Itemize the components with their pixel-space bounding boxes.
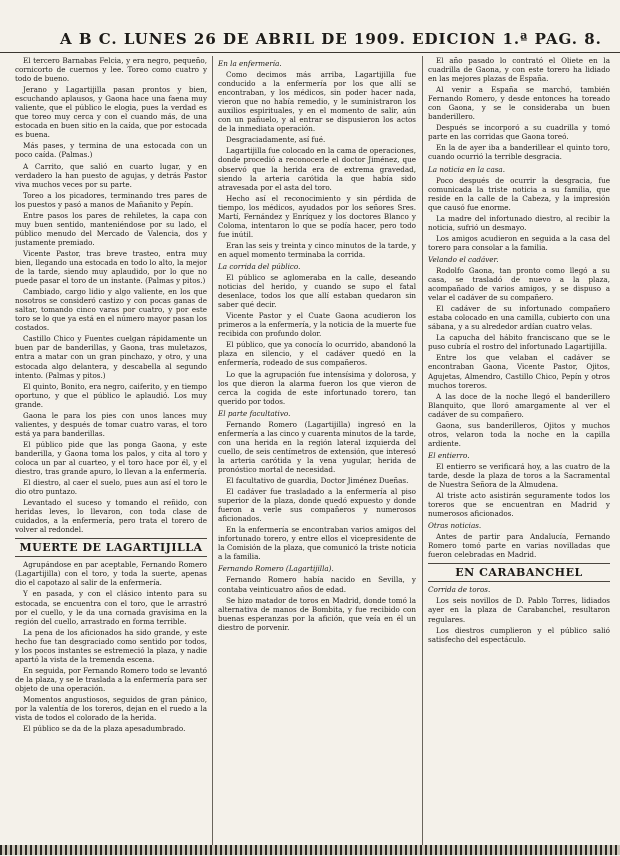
paragraph: El cadáver fue trasladado a la enfermería al piso superior de la plaza, donde quedó expuesto y donde fueron a verle sus compañeros y numerosos aficionados.: [218, 487, 416, 524]
footer-band: [0, 845, 620, 855]
paragraph: A las doce de la noche llegó el banderillero Blanquito, que lloró amargamente al ver el cadáver de su compañero.: [428, 391, 610, 419]
paragraph: Los diestros cumplieron y el público salió satisfecho del espectáculo.: [428, 625, 610, 644]
section-subheading: El parte facultativo.: [218, 408, 291, 418]
section-heading: MUERTE DE LAGARTIJILLA: [15, 538, 207, 557]
paragraph: El público se aglomeraba en la calle, deseando noticias del herido, y cuando se supo el fatal desenlace, todos los que allí estaban quedaron sin saber qué decir.: [218, 273, 416, 310]
paragraph: Toreo a los picadores, terminando tres pares de los puestos y pasó a manos de Mañanito y Pepín.: [15, 190, 207, 209]
section-subheading: La corrida del público.: [218, 261, 301, 271]
paragraph: La pena de los aficionados ha sido grande, y este hecho fue tan desgraciado como sentido por todos, y los pocos instantes se estremeció la plaza, y nadie apartó la vista de la tremenda escena.: [15, 627, 207, 664]
masthead-line: A B C. LUNES 26 DE ABRIL DE 1909. EDICION 1.ª PAG. 8.: [60, 30, 602, 48]
paragraph: Gaona, sus banderilleros, Ojitos y muchos otros, velaron toda la noche en la capilla ardiente.: [428, 420, 610, 448]
paragraph: Después se incorporó a su cuadrilla y tomó parte en las corridas que Gaona toreó.: [428, 123, 610, 142]
paragraph: Agrupándose en par aceptable, Fernando Romero (Lagartijilla) con el toro, y toda la suerte, apenas dio el capotazo al salir de la enfermería.: [15, 560, 207, 588]
paragraph: Como decimos más arriba, Lagartijilla fue conducido a la enfermería por los que allí se encontraban, y los médicos, sin poder hacer nada, vieron que no había remedio, y le suministraron los auxilios espirituales, y en el momento de salir, aún con un pañuelo, y al entrar se dispusieron los actos de la inmediata operación.: [218, 70, 416, 134]
section-subheading: Corrida de toros.: [428, 585, 491, 595]
paragraph: El cadáver de su infortunado compañero estaba colocado en una camilla, cubierto con una sábana, y a su alrededor ardían cuatro velas.: [428, 304, 610, 332]
paragraph: Antes de partir para Andalucía, Fernando Romero tomó parte en varias novilladas que fueron celebradas en Madrid.: [428, 532, 610, 560]
paragraph: Jerano y Lagartijilla pasan prontos y bien, escuchando aplausos, y Gaona hace una faena muy valiente, que el público le elogia, pues la verdad es que toreo muy cerca y con el cuando más, de una estocada en buen sitio en la caída, que por estocada es buena.: [15, 85, 207, 140]
paragraph: Momentos angustiosos, seguidos de gran pánico, por la valentía de los toreros, dejan en el ruedo a la vista de todos el colorado de la herida.: [15, 695, 207, 723]
section-subheading: Fernando Romero (Lagartijilla).: [218, 564, 334, 574]
paragraph: Desgraciadamente, así fué.: [226, 135, 326, 145]
column-rule: [212, 56, 213, 851]
section-subheading: Velando el cadáver.: [428, 254, 499, 264]
paragraph: Hecho así el reconocimiento y sin pérdida de tiempo, los médicos, ayudados por los señores Sres. Martí, Fernández y Enríquez y los doctores Blanco y Coloma, intentaron lo que se podía hacer, pero todo fue inútil.: [218, 193, 416, 239]
paragraph: Castillo Chico y Fuentes cuelgan rápidamente un buen par de banderillas, y Gaona, tras muletazos, entra a matar con un gran pinchazo, y otro, y una estocada algo delantera, y descabella al segundo intento. (Palmas y pitos.): [15, 334, 207, 380]
paragraph: Los amigos acudieron en seguida a la casa del torero para consolar a la familia.: [428, 233, 610, 252]
paragraph: Lagartijilla fue colocado en la cama de operaciones, donde procedió a reconocerle el doctor Jiménez, que observó que la herida era de extrema gravedad, siendo la arteria carótida la que había sido atravesada por el asta del toro.: [218, 146, 416, 192]
paragraph: Más pases, y termina de una estocada con un poco caída. (Palmas.): [15, 141, 207, 160]
paragraph: El público pide que las ponga Gaona, y este banderilla, y Gaona toma los palos, y cita al toro y coloca un par al cuarteo, y el toro hace por él, y el diestro, tras grande apuro, lo llevan a la enfermería.: [15, 439, 207, 477]
paragraph: La capucha del hábito franciscano que se le puso cubría el rostro del infortunado Lagartijilla.: [428, 333, 610, 352]
paragraph: El público, que ya conocía lo ocurrido, abandonó la plaza en silencio, y el cadáver quedó en la enfermería, rodeado de sus compañeros.: [218, 340, 416, 368]
section-subheading: Otras noticias.: [428, 521, 482, 531]
paragraph: Y en pasada, y con el clásico intento para su estocada, se encuentra con el toro, que le arrastró por el cuello, y le da una cornada gravísima en la región del cuello, arrastrado en forma terrible.: [15, 589, 207, 626]
paragraph: Al triste acto asistirán seguramente todos los toreros que se encuentran en Madrid y numerosos aficionados.: [428, 491, 610, 519]
paragraph: Gaona le para los pies con unos lances muy valientes, y después de tomar cuatro varas, el toro está ya para banderillas.: [15, 410, 207, 438]
section-heading: EN CARABANCHEL: [428, 563, 610, 582]
paragraph: Cambiado, cargo lidio y algo valiente, en los que nosotros se consideró castizo y con pocas ganas de saltar, tomando cinco varas por cuatro, y por este toro se lo que ya está en el número mayor pasan los costados.: [15, 287, 207, 333]
paragraph: Eran las seis y treinta y cinco minutos de la tarde, y en aquel momento terminaba la corrida.: [218, 240, 416, 259]
paragraph: El año pasado lo contrató el Oliete en la cuadrilla de Gaona, y con este torero ha lidiado en las mejores plazas de España.: [428, 56, 610, 84]
paragraph: Vicente Pastor, tras breve trasteo, entra muy bien, llegando una estocada en todo lo alto, la mejor de la tarde, siendo muy aplaudido, por lo que no puede pasar el toro de un instante. (Palmas y pitos.): [15, 248, 207, 286]
paragraph: Fernando Romero (Lagartijilla) ingresó en la enfermería a las cinco y cuarenta minutos de la tarde, con una herida en la región lateral izquierda del cuello, de seis centímetros de extensión, que interesó la arteria carótida y la vena yugular, herida de pronóstico mortal de necesidad.: [218, 419, 416, 474]
paragraph: El diestro, al caer el suelo, pues aun así el toro le dio otro puntazo.: [15, 478, 207, 497]
column-rule: [422, 56, 423, 851]
paragraph: Entre los que velaban el cadáver se encontraban Gaona, Vicente Pastor, Ojitos, Agujetas, Almendro, Castillo Chico, Pepín y otros muchos toreros.: [428, 353, 610, 390]
paragraph: En la de ayer iba a banderillear el quinto toro, cuando ocurrió la terrible desgracia.: [428, 143, 610, 162]
column-2: [218, 56, 416, 851]
masthead: [0, 0, 620, 53]
column-1: [15, 56, 207, 851]
paragraph: Poco después de ocurrir la desgracia, fue comunicada la triste noticia a su familia, que reside en la calle de la Cabeza, y la impresión que causó fue enorme.: [428, 175, 610, 212]
section-subheading: El entierro.: [428, 450, 470, 460]
paragraph: En la enfermería se encontraban varios amigos del infortunado torero, y entre ellos el vicepresidente de la Comisión de la plaza, que comunicó la triste noticia a la familia.: [218, 525, 416, 562]
paragraph: El tercero Barnabas Felcia, y era negro, pequeño, cornicorto de cuernos y lee. Toreo como cuatro y todo de bueno.: [15, 56, 207, 84]
column-3: [428, 56, 610, 851]
paragraph: Al venir a España se marchó, también Fernando Romero, y desde entonces ha toreado con Gaona, y se le consideraba un buen banderillero.: [428, 85, 610, 122]
page-body: [0, 56, 620, 856]
section-subheading: La noticia en la casa.: [428, 164, 505, 174]
paragraph: Los seis novillos de D. Pablo Torres, lidiados ayer en la plaza de Carabanchel, resultaron regulares.: [428, 596, 610, 624]
paragraph: El facultativo de guardia, Doctor Jiménez Dueñas.: [226, 476, 409, 486]
paragraph: Lo que la agrupación fue intensísima y dolorosa, y los que dieron la alarma fueron los que vieron de cerca la cogida de este infortunado torero, tan querido por todos.: [218, 369, 416, 406]
paragraph: El quinto, Bonito, era negro, caiferito, y en tiempo oportuno, y que el público le aplaudió. Los muy grande.: [15, 381, 207, 409]
paragraph: El público se da de la plaza apesadumbrado.: [23, 724, 186, 734]
paragraph: Rodolfo Gaona, tan pronto como llegó a su casa, se trasladó de nuevo a la plaza, acompañado de varios amigos, y se dispuso a velar el cadáver de su compañero.: [428, 265, 610, 303]
section-subheading: En la enfermería.: [218, 59, 282, 68]
paragraph: A Carrito, que salió en cuarto lugar, y en verdadero la han puesto de agujas, y detrás Pastor viva muchos veces por su parte.: [15, 161, 207, 189]
paragraph: Entre pasos los pares de rehiletes, la capa con muy buen sentido, manteniéndose por su lado, el público menudo del Mercado de Valencia, dos y justamente premiado.: [15, 210, 207, 247]
paragraph: Se hizo matador de toros en Madrid, donde tomó la alternativa de manos de Bombita, y fue recibido con buenas esperanzas por la afición, que veía en él un diestro de porvenir.: [218, 595, 416, 632]
paragraph: El entierro se verificará hoy, a las cuatro de la tarde, desde la plaza de toros a la Sacramental de Nuestra Señora de la Almudena.: [428, 461, 610, 490]
paragraph: En seguida, por Fernando Romero todo se levantó de la plaza, y se le traslada a la enfermería para ser objeto de una operación.: [15, 665, 207, 693]
paragraph: Fernando Romero había nacido en Sevilla, y contaba veinticuatro años de edad.: [218, 575, 416, 594]
paragraph: Vicente Pastor y el Cuate Gaona acudieron los primeros a la enfermería, y la noticia de la muerte fue recibida con profundo dolor.: [218, 311, 416, 339]
paragraph: Levantado el suceso y tomando el reñido, con heridas leves, lo llevaron, con toda clase de cuidados, a la enfermería, pero trata el torero de volver al redondel.: [15, 498, 207, 535]
paragraph: La madre del infortunado diestro, al recibir la noticia, sufrió un desmayo.: [428, 213, 610, 232]
